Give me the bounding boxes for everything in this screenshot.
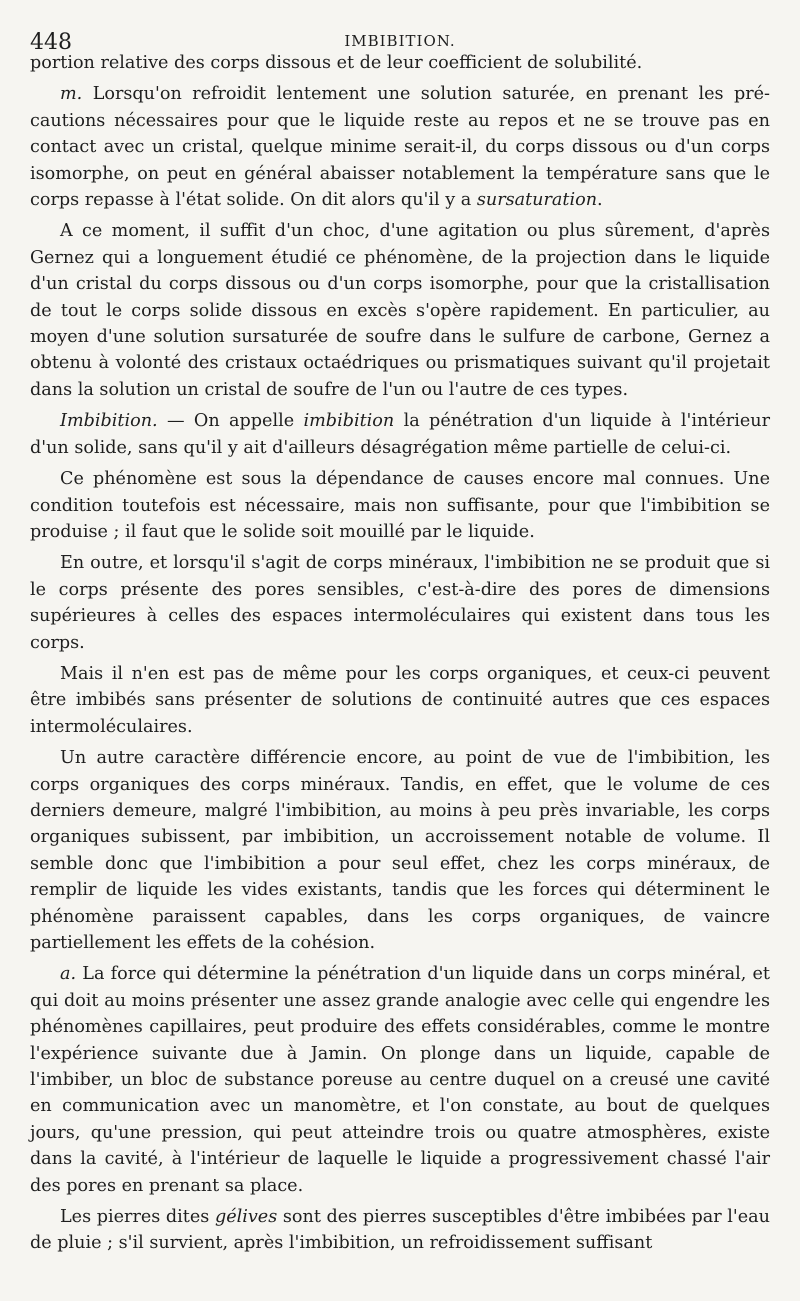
- paragraph-continuation: portion relative des corps dissous et de leur coefficient de solubilité.: [30, 53, 643, 73]
- term-sursaturation: sursaturation: [476, 190, 598, 211]
- paragraph: Ce phénomène est sous la dépendance de causes encore mal connues. Une condition toutefois est nécessaire, mais non suffisante, pour que l'imbibition se produise ; il faut que le solide soit mouillé par le liquide.: [30, 469, 770, 542]
- paragraph-gernez: A ce moment, il suffit d'un choc, d'une agitation ou plus sûrement, d'après Gernez qui a longuement étudié ce phénomène, de la projection dans le liquide d'un cristal du corps dissous ou d'un corps isomorphe, pour que la cristallisation de tout le corps solide dissous en excès s'opère rapidement. En particulier, au moyen d'une solution sursaturée de soufre dans le sulfure de carbone, Gernez a obtenu à volonté des cristaux octaédriques ou prismatiques suivant qu'il projetait dans la solution un cristal de soufre de l'un ou l'autre de ces types.: [30, 221, 770, 400]
- running-title: IMBIBITION.: [344, 32, 456, 50]
- paragraph-gelives: Les pierres dites gélives sont des pierres susceptibles d'être imbibées par l'eau de pluie ; s'il survient, après l'imbibition, un refroidissement suffisant: [30, 1207, 770, 1254]
- paragraph: Mais il n'en est pas de même pour les corps organiques, et ceux-ci peuvent être imbibés sans présenter de solutions de continuité autres que ces espaces intermoléculaires.: [30, 663, 770, 737]
- term-gelives: gélives: [214, 1207, 278, 1228]
- page-number: 448: [30, 30, 72, 55]
- body-text: [30, 50, 770, 1257]
- paragraph-a: a. La force qui détermine la pénétration d'un liquide dans un corps minéral, et qui doit au moins présenter une assez grande analogie avec celle qui engendre les phénomènes capillaires, peut produire des effets considérables, comme le montre l'expérience suivante due à Jamin. On plonge dans un liquide, capable de l'imbiber, un bloc de substance poreuse au centre duquel on a creusé une cavité en communication avec un manomètre, et l'on constate, au bout de quelques jours, qu'une pression, qui peut atteindre trois ou quatre atmosphères, existe dans la cavité, à l'intérieur de laquelle le liquide a progressivement chassé l'air des pores en prenant sa place.: [30, 964, 770, 1196]
- paragraph-imbibition-definition: Imbibition. — On appelle imbibition la pénétration d'un liquide à l'intérieur d'un solide, sans qu'il y ait d'ailleurs désagrégation même partielle de celui-ci.: [30, 411, 770, 458]
- section-heading: Imbibition.: [60, 411, 158, 432]
- term-imbibition: imbibition: [303, 411, 395, 432]
- paragraph: En outre, et lorsqu'il s'agit de corps minéraux, l'imbibition ne se produit que si le corps présente des pores sensibles, c'est-à-dire des pores de dimensions supérieures à celles des espaces intermoléculaires qui existent dans tous les corps.: [30, 553, 770, 653]
- item-label: m.: [60, 84, 83, 105]
- item-label: a.: [60, 964, 77, 985]
- paragraph-m: m. Lorsqu'on refroidit lentement une solution saturée, en prenant les précautions nécessaires pour que le liquide reste au repos et ne se trouve pas en contact avec un cristal, quelque minime serait-il, du corps dissous ou d'un corps isomorphe, on peut en général abaisser notablement la température sans que le corps repasse à l'état solide. On dit alors qu'il y a sursaturation.: [30, 84, 770, 211]
- paragraph: Un autre caractère différencie encore, au point de vue de l'imbibition, les corps organiques des corps minéraux. Tandis, en effet, que le volume de ces derniers demeure, malgré l'imbibition, au moins à peu près invariable, les corps organiques subissent, par imbibition, un accroissement notable de volume. Il semble donc que l'imbibition a pour seul effet, chez les corps minéraux, de remplir de liquide les vides existants, tandis que les forces qui déterminent le phénomène paraissent capables, dans les corps organiques, de vaincre partiellement les effets de la cohésion.: [30, 748, 770, 953]
